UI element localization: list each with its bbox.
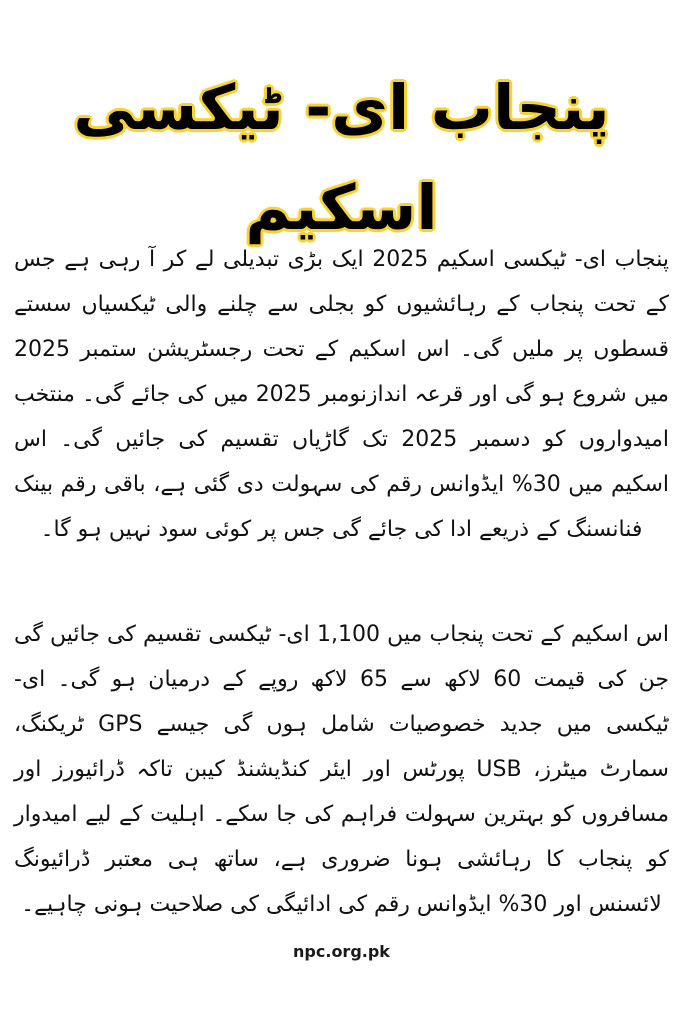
- source-watermark: npc.org.pk: [293, 942, 390, 961]
- paragraph-scheme-details: اس اسکیم کے تحت پنجاب میں 1,100 ای- ٹیکسی تقسیم کی جائیں گی جن کی قیمت 60 لاکھ سے 65 لاکھ روپے کے درمیان ہو گی۔ ای- ٹیکسی میں جدید خصوصیات شامل ہوں گی جیسے GPS ٹریکنگ، سمارٹ میٹرز، USB پورٹس اور ایئر کنڈیشنڈ کیبن تاکہ ڈرائیورز اور مسافروں کو بہترین سہولت فراہم کی جا سکے۔ اہلیت کے لیے امیدوار کو پنجاب کا رہائشی ہونا ضروری ہے، ساتھ ہی معتبر ڈرائیونگ لائسنس اور 30% ایڈوانس رقم کی ادائیگی کی صلاحیت ہونی چاہیے۔: [14, 622, 669, 917]
- paragraph-scheme-overview: پنجاب ای- ٹیکسی اسکیم 2025 ایک بڑی تبدیلی لے کر آ رہی ہے جس کے تحت پنجاب کے رہائشیوں کو بجلی سے چلنے والی ٹیکسیاں سستے قسطوں پر ملیں گی۔ اس اسکیم کے تحت رجسٹریشن ستمبر 2025 میں شروع ہو گی اور قرعہ اندازنومبر 2025 میں کی جائے گی۔ منتخب امیدواروں کو دسمبر 2025 تک گاڑیاں تقسیم کی جائیں گی۔ اس اسکیم میں 30% ایڈوانس رقم کی سہولت دی گئی ہے، باقی رقم بینک فنانسنگ کے ذریعے ادا کی جائے گی جس پر کوئی سود نہیں ہو گا۔: [14, 247, 669, 542]
- page-title: پنجاب ای- ٹیکسی اسکیم: [73, 71, 610, 244]
